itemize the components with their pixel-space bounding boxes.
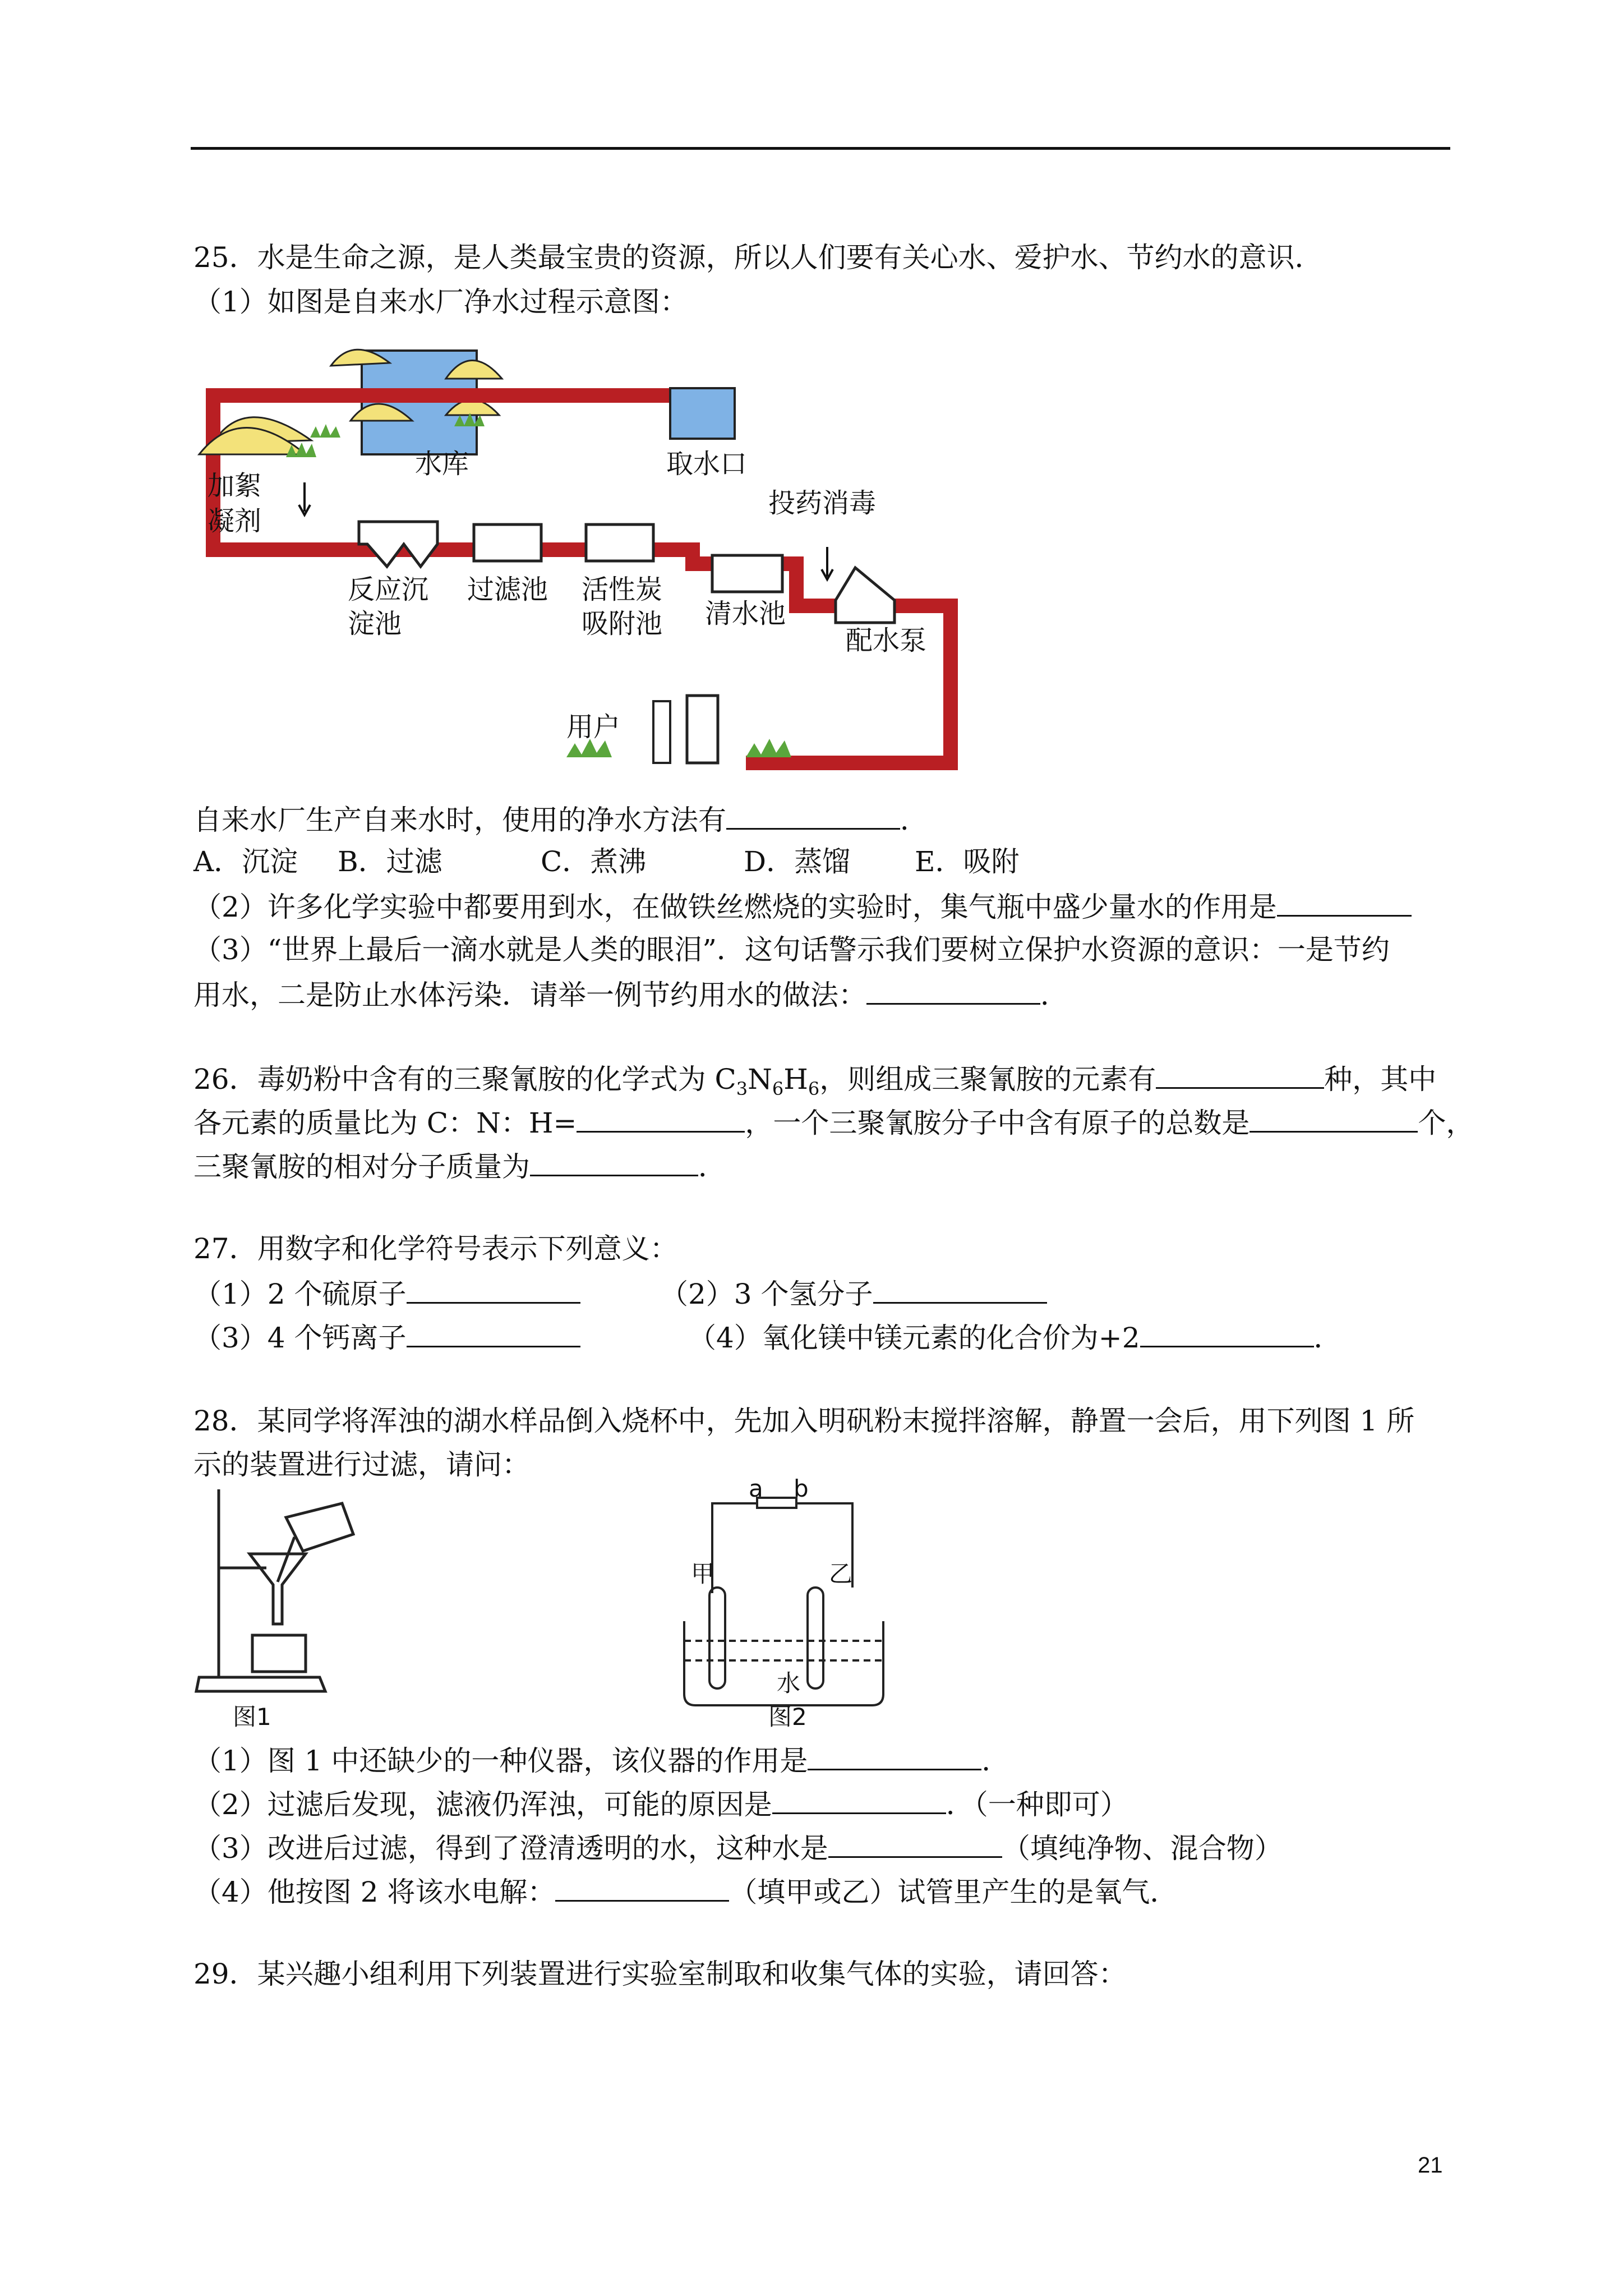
option-a: A．沉淀: [193, 845, 298, 878]
label-intake: 取水口: [666, 448, 748, 480]
q25-methods-text: 自来水厂生产自来水时，使用的净水方法有: [193, 804, 726, 836]
option-e: E．吸附: [915, 845, 1020, 878]
label-jia: 甲: [691, 1560, 715, 1588]
q28-sub3-text: （3）改进后过滤，得到了澄清透明的水，这种水是: [193, 1832, 828, 1865]
answer-blank[interactable]: [407, 1275, 580, 1304]
element-n: N: [748, 1063, 772, 1096]
q25-methods: [193, 801, 928, 838]
q26-text-f: 个，: [1418, 1107, 1474, 1139]
figure1-filtration: [193, 1487, 379, 1739]
answer-blank[interactable]: [577, 1104, 745, 1133]
answer-blank[interactable]: [530, 1148, 698, 1176]
label-water: 水: [777, 1669, 801, 1697]
q27-item3: [193, 1319, 580, 1355]
test-tube-jia: [709, 1588, 725, 1688]
label-reservoir: 水库: [415, 448, 469, 480]
arrow-down-icon: [299, 482, 310, 515]
label-sediment-2: 淀池: [348, 608, 402, 639]
pump-house: [836, 568, 895, 623]
q25-part3-text: 用水，二是防止水体污染．请举一例节约用水的做法：: [193, 979, 866, 1011]
carbon-tank: [586, 524, 653, 561]
q25-part2: [193, 888, 1412, 924]
label-b: b: [794, 1475, 809, 1502]
label-coagulant-2: 凝剂: [208, 505, 262, 537]
q25-stem: 25．水是生命之源，是人类最宝贵的资源，所以人们要有关心水、爱护水、节约水的意识．: [193, 241, 1323, 274]
option-c: C．煮沸: [541, 845, 647, 878]
q28-sub4: [193, 1873, 1178, 1910]
answer-blank[interactable]: [1140, 1319, 1314, 1347]
q27-item2: [660, 1275, 1047, 1312]
clear-tank: [712, 555, 782, 592]
q26-line3: [193, 1148, 726, 1184]
label-filter: 过滤池: [467, 574, 548, 605]
answer-blank[interactable]: [873, 1275, 1047, 1304]
q26-text-c: 种，其中: [1324, 1063, 1437, 1096]
label-a: a: [749, 1475, 763, 1502]
q27-item4-end: ．: [1313, 1322, 1342, 1354]
label-carbon-2: 吸附池: [582, 608, 663, 639]
q25-options: [193, 844, 1020, 879]
q28-sub1: [193, 1742, 1009, 1778]
figure2-electrolysis: [679, 1475, 892, 1733]
q27-item3-text: （3）4 个钙离子: [193, 1322, 407, 1354]
answer-blank[interactable]: [555, 1873, 729, 1902]
q29-stem: 29．某兴趣小组利用下列装置进行实验室制取和收集气体的实验，请回答：: [193, 1958, 1127, 1990]
q27-item2-text: （2）3 个氢分子: [660, 1278, 873, 1310]
label-user: 用户: [566, 711, 621, 743]
q26-text-d: 各元素的质量比为 C：N：H=: [193, 1107, 577, 1139]
q28-stem-line2: 示的装置进行过滤，请问：: [193, 1448, 530, 1481]
element-h: H: [783, 1063, 808, 1096]
q26-text-a: 26．毒奶粉中含有的三聚氰胺的化学式为 C: [193, 1063, 736, 1096]
q28-sub2: [193, 1786, 1128, 1822]
label-coagulant-1: 加絮: [208, 470, 262, 501]
label-dosing: 投药消毒: [768, 487, 877, 519]
building-icon: [653, 701, 670, 763]
intake-box: [670, 388, 735, 439]
q25-part1: （1）如图是自来水厂净水过程示意图：: [193, 286, 688, 318]
answer-blank[interactable]: [866, 976, 1040, 1005]
test-tube-yi: [808, 1588, 823, 1688]
answer-blank[interactable]: [1156, 1060, 1324, 1089]
q28-sub3-end: （填纯净物、混合物）: [1002, 1832, 1283, 1865]
q25-part3-line2: [193, 976, 1068, 1013]
beaker-bottom: [252, 1635, 306, 1672]
subscript: 3: [736, 1078, 748, 1099]
q27-item1-text: （1）2 个硫原子: [193, 1278, 407, 1310]
beaker-top: [286, 1503, 353, 1551]
answer-blank[interactable]: [808, 1742, 981, 1770]
label-clear: 清水池: [705, 598, 786, 629]
q28-sub4-end: （填甲或乙）试管里产生的是氧气．: [729, 1876, 1178, 1908]
q26-text-e: ，一个三聚氰胺分子中含有原子的总数是: [745, 1107, 1250, 1139]
glass-rod: [278, 1537, 294, 1582]
q28-sub3: [193, 1829, 1283, 1866]
label-sediment-1: 反应沉: [348, 574, 429, 605]
q26-line1: [193, 1060, 1436, 1106]
q26-line2: [193, 1104, 1474, 1140]
subscript: 6: [772, 1078, 784, 1099]
q27-item4: [688, 1319, 1342, 1355]
label-pump: 配水泵: [846, 625, 927, 656]
label-carbon-1: 活性炭: [582, 574, 663, 605]
q25-part3-line1: （3）“世界上最后一滴水就是人类的眼泪”．这句话警示我们要树立保护水资源的意识：一是节约: [193, 933, 1390, 966]
arrow-down-icon: [822, 547, 833, 579]
q28-sub2-text: （2）过滤后发现，滤液仍浑浊，可能的原因是: [193, 1788, 772, 1821]
page-number: 21: [1418, 2153, 1443, 2178]
answer-blank[interactable]: [407, 1319, 580, 1347]
q28-sub1-text: （1）图 1 中还缺少的一种仪器，该仪器的作用是: [193, 1745, 808, 1777]
q25-part2-text: （2）许多化学实验中都要用到水，在做铁丝燃烧的实验时，集气瓶中盛少量水的作用是: [193, 891, 1277, 923]
subscript: 6: [808, 1078, 820, 1099]
stand-base: [196, 1677, 325, 1691]
q26-text-b: ，则组成三聚氰胺的元素有: [819, 1063, 1156, 1096]
q28-sub1-end: ．: [981, 1745, 1010, 1777]
figure1-caption: 图1: [233, 1703, 271, 1731]
sediment-tank: [359, 522, 437, 567]
answer-blank[interactable]: [726, 801, 900, 830]
answer-blank[interactable]: [828, 1829, 1002, 1858]
option-b: B．过滤: [338, 845, 442, 878]
q28-sub4-text: （4）他按图 2 将该水电解：: [193, 1876, 556, 1908]
water-treatment-diagram: [191, 337, 976, 785]
answer-blank[interactable]: [1249, 1104, 1418, 1133]
q26-text-g: 三聚氰胺的相对分子质量为: [193, 1151, 530, 1183]
funnel: [250, 1554, 306, 1624]
q28-stem-line1: 28．某同学将浑浊的湖水样品倒入烧杯中，先加入明矾粉末搅拌溶解，静置一会后，用下列图 1 所: [193, 1405, 1415, 1437]
user-building: [687, 696, 718, 763]
label-yi: 乙: [829, 1560, 853, 1588]
q25-part3-end: ．: [1040, 979, 1068, 1011]
answer-blank[interactable]: [772, 1786, 946, 1814]
q27-item1: [193, 1275, 580, 1312]
q27-stem: 27．用数字和化学符号表示下列意义：: [193, 1232, 678, 1265]
figure2-caption: 图2: [768, 1703, 807, 1731]
option-d: D．蒸馏: [744, 845, 851, 878]
q26-text-h: ．: [698, 1151, 726, 1183]
filter-tank: [474, 524, 541, 561]
q28-sub2-end: ．（一种即可）: [946, 1788, 1128, 1821]
answer-blank[interactable]: [1277, 888, 1412, 917]
header-rule: [191, 147, 1450, 150]
q27-item4-text: （4）氧化镁中镁元素的化合价为+2: [688, 1322, 1140, 1354]
q25-methods-end: ．: [900, 804, 928, 836]
